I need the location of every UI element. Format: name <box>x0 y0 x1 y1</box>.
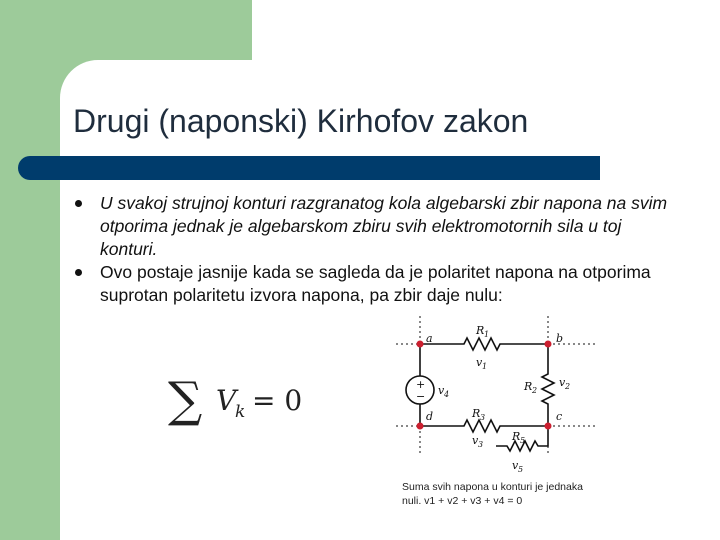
r5-sub: 5 <box>520 436 526 445</box>
formula-equals-zero: = 0 <box>252 384 303 417</box>
bullet-list <box>74 192 674 307</box>
v5-label: v <box>512 459 519 472</box>
node-c-dot <box>545 423 552 430</box>
r1-sub: 1 <box>484 330 490 339</box>
v4-sub: 4 <box>444 390 450 399</box>
kirchhoff-formula <box>168 370 318 430</box>
r3-sub: 3 <box>480 413 486 422</box>
v1-label: v <box>476 356 483 369</box>
r2-label: R <box>524 380 533 393</box>
bullet-dot-icon <box>75 269 82 276</box>
node-a-dot <box>417 341 424 348</box>
r2-sub: 2 <box>532 386 538 395</box>
bullet-text: U svakoj strujnoj konturi razgranatog kola algebarski zbir napona na svim otporima jednak je algebarskom zbiru svih elektromotornih sila u toj konturi. <box>100 193 668 259</box>
v3-label: v <box>472 434 479 447</box>
v1-sub: 1 <box>482 362 488 371</box>
v3-sub: 3 <box>478 440 484 449</box>
node-b-label: b <box>556 332 564 345</box>
source-plus-sign: + <box>416 378 426 391</box>
bullet-item <box>74 261 674 307</box>
node-b-dot <box>545 341 552 348</box>
node-d-dot <box>417 423 424 430</box>
v5-sub: 5 <box>518 465 524 474</box>
circuit-caption: Suma svih napona u konturi je jednaka nuli. v1 + v2 + v3 + v4 = 0 <box>402 481 583 507</box>
node-c-label: c <box>556 410 563 423</box>
r1-label: R <box>476 324 485 337</box>
r3-label: R <box>472 407 481 420</box>
source-minus-sign: − <box>416 390 426 403</box>
background-green-strip <box>0 0 60 540</box>
formula-variable: V <box>216 384 237 417</box>
formula-subscript: k <box>235 402 246 422</box>
node-d-label: d <box>426 410 434 423</box>
sum-symbol: ∑ <box>168 372 203 428</box>
r5-label: R <box>512 430 521 443</box>
v2-label: v <box>559 376 566 389</box>
v4-label: v <box>438 384 445 397</box>
bullet-text: Ovo postaje jasnije kada se sagleda da je polaritet napona na otporima suprotan polaritetu izvora napona, pa zbir daje nulu: <box>100 262 651 305</box>
title-underline-bar <box>18 156 600 180</box>
bullet-dot-icon <box>75 200 82 207</box>
node-a-label: a <box>426 332 433 345</box>
circuit-diagram <box>396 316 606 478</box>
bullet-item <box>74 192 674 261</box>
slide-title: Drugi (naponski) Kirhofov zakon <box>73 103 529 139</box>
v2-sub: 2 <box>565 382 571 391</box>
